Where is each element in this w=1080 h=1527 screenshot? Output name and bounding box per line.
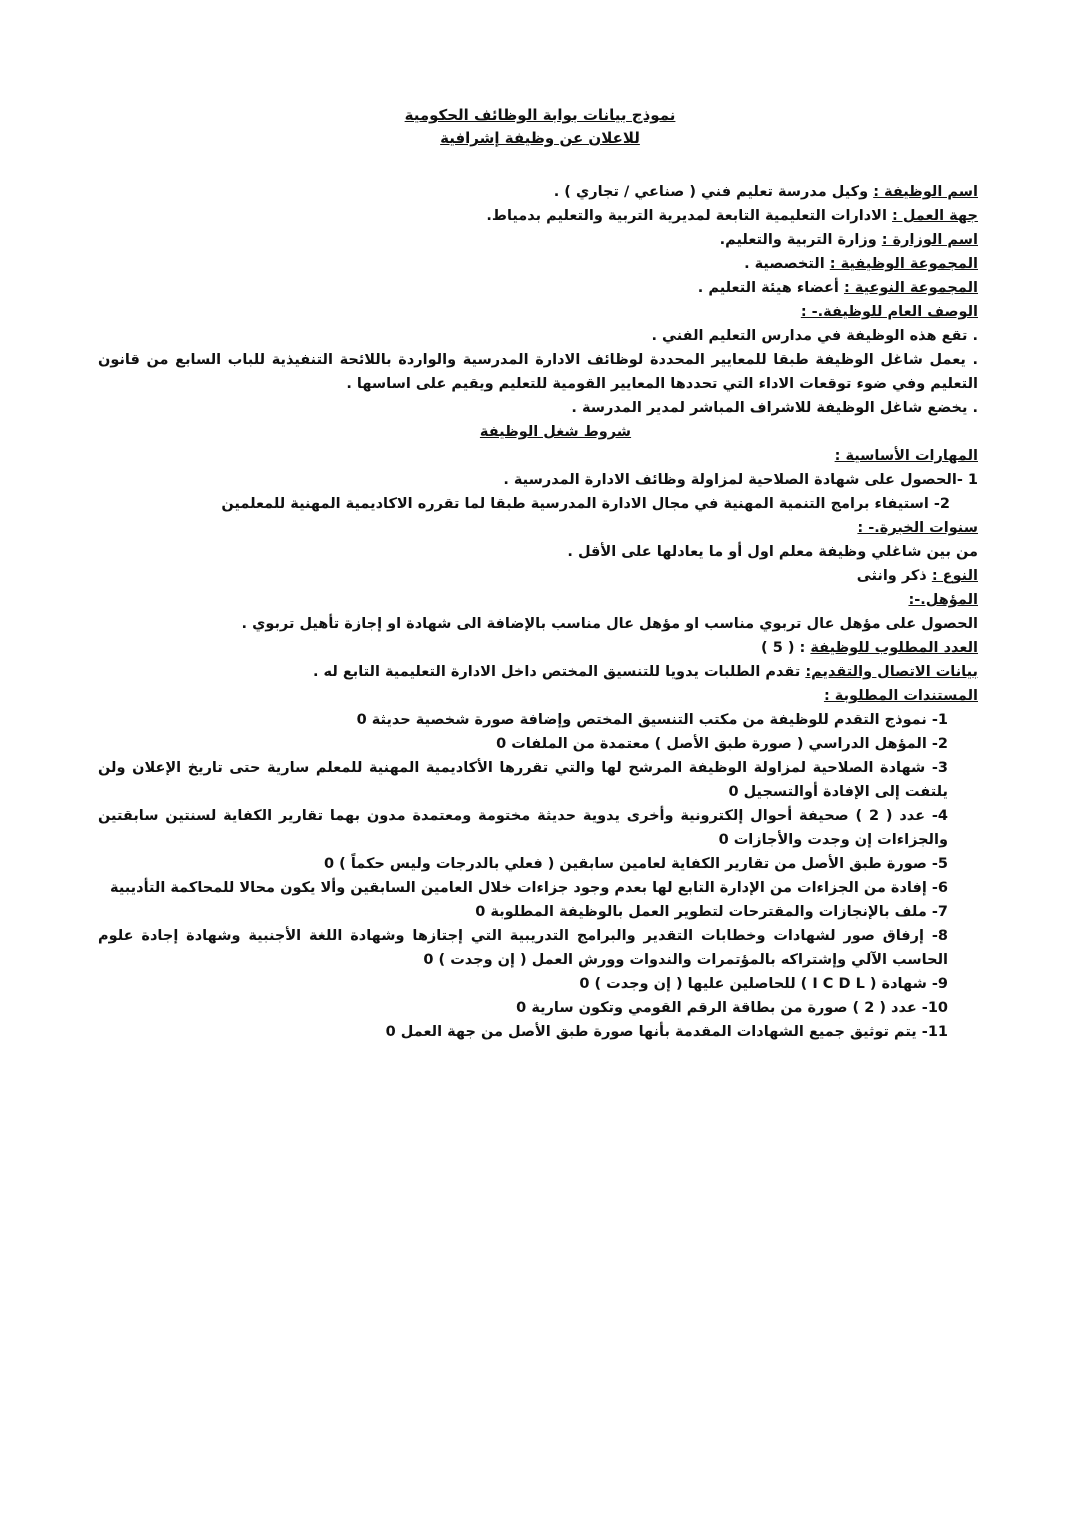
quality-group-value: أعضاء هيئة التعليم . bbox=[697, 280, 839, 296]
skills-label: المهارات الأساسية : bbox=[834, 448, 978, 464]
document-item-2: 2- المؤهل الدراسي ( صورة طبق الأصل ) معتمدة من الملفات 0 bbox=[496, 736, 948, 752]
experience-heading bbox=[98, 516, 978, 540]
job-description-heading bbox=[98, 300, 978, 324]
document-item-8: 8- إرفاق صور لشهادات وخطابات التقدير والبرامج التدريبية التي إجتازها وشهادة اللغة الأجنبية وشهادة إجادة علوم الحاسب الآلي وإشتراكه بالمؤتمرات والندوات وورش العمل ( إن وجدت ) 0 bbox=[98, 928, 948, 968]
qualification-heading bbox=[98, 588, 978, 612]
document-subtitle: للاعلان عن وظيفة إشرافية bbox=[440, 129, 640, 147]
job-description-2: . يعمل شاغل الوظيفة طبقا للمعايير المحددة لوظائف الادارة المدرسية والواردة باللائحة التنفيذية للباب السابع من قانون التعليم وفي ضوء توقعات الاداء التي تحددها المعايير القومية للتعليم ويقيم على اساسها . bbox=[98, 352, 978, 392]
experience-label: سنوات الخبرة.- : bbox=[857, 520, 978, 536]
workplace-label: جهة العمل : bbox=[892, 208, 978, 224]
skill-item-1: 1 -الحصول على شهادة الصلاحية لمزاولة وظائف الادارة المدرسية . bbox=[503, 472, 978, 488]
document-item-5: 5- صورة طبق الأصل من تقارير الكفاية لعامين سابقين ( فعلي بالدرجات وليس حكماً ) 0 bbox=[324, 856, 948, 872]
job-name-label: اسم الوظيفة : bbox=[873, 184, 978, 200]
document-title: نموذج بيانات بوابة الوظائف الحكومية bbox=[404, 106, 676, 124]
quality-group-line bbox=[98, 276, 978, 300]
qualification-label: المؤهل.-: bbox=[908, 592, 978, 608]
job-name-line bbox=[98, 180, 978, 204]
ministry-value: وزارة التربية والتعليم. bbox=[719, 232, 877, 248]
contact-value: تقدم الطلبات يدويا للتنسيق المختص داخل الادارة التعليمية التابع له . bbox=[313, 664, 801, 680]
gender-value: ذكر وانثى bbox=[856, 568, 927, 584]
job-description-label: الوصف العام للوظيفة.- : bbox=[800, 304, 978, 320]
document-item-4: 4- عدد ( 2 ) صحيفة أحوال إلكترونية وأخرى يدوية حديثة مختومة ومعتمدة مدون بهما تقارير الكفاية لسنتين سابقتين والجزاءات إن وجدت والأجازات 0 bbox=[98, 808, 948, 848]
ministry-label: اسم الوزارة : bbox=[881, 232, 978, 248]
document-body bbox=[98, 180, 978, 1044]
document-item-7: 7- ملف بالإنجازات والمقترحات لتطوير العمل بالوظيفة المطلوبة 0 bbox=[475, 904, 948, 920]
documents-heading bbox=[98, 684, 978, 708]
document-item-10: 10- عدد ( 2 ) صورة من بطاقة الرقم القومي وتكون سارية 0 bbox=[516, 1000, 948, 1016]
document-item-1: 1- نموذج التقدم للوظيفة من مكتب التنسيق المختص وإضافة صورة شخصية حديثة 0 bbox=[356, 712, 948, 728]
gender-label: النوع : bbox=[931, 568, 978, 584]
quality-group-label: المجموعة النوعية : bbox=[843, 280, 978, 296]
count-line bbox=[98, 636, 978, 660]
contact-line bbox=[98, 660, 978, 684]
job-group-label: المجموعة الوظيفية : bbox=[829, 256, 978, 272]
job-group-value: التخصصية . bbox=[744, 256, 825, 272]
gender-line bbox=[98, 564, 978, 588]
count-value: : ( 5 ) bbox=[761, 640, 806, 656]
job-description-3: . يخضع شاغل الوظيفة للاشراف المباشر لمدير المدرسة . bbox=[571, 400, 978, 416]
document-item-9: 9- شهادة ( I C D L ) للحاصلين عليها ( إن وجدت ) 0 bbox=[579, 976, 948, 992]
conditions-heading-text: شروط شغل الوظيفة bbox=[479, 424, 632, 440]
ministry-line bbox=[98, 228, 978, 252]
contact-label: بيانات الاتصال والتقديم: bbox=[805, 664, 978, 680]
skill-item-2: 2- استيفاء برامج التنمية المهنية في مجال الادارة المدرسية طبقا لما تقرره الاكاديمية المهنية للمعلمين bbox=[221, 496, 950, 512]
conditions-heading bbox=[98, 420, 978, 444]
document-item-11: 11- يتم توثيق جميع الشهادات المقدمة بأنها صورة طبق الأصل من جهة العمل 0 bbox=[385, 1024, 948, 1040]
workplace-line bbox=[98, 204, 978, 228]
workplace-value: الادارات التعليمية التابعة لمديرية التربية والتعليم بدمياط. bbox=[486, 208, 887, 224]
document-header bbox=[0, 104, 1080, 150]
document-item-3: 3- شهادة الصلاحية لمزاولة الوظيفة المرشح لها والتي تقررها الأكاديمية المهنية للمعلم سارية حتى تاريخ الإعلان ولن يلتفت إلى الإفادة أوالتسجيل 0 bbox=[98, 760, 948, 800]
count-label: العدد المطلوب للوظيفة bbox=[810, 640, 978, 656]
job-description-1: . تقع هذه الوظيفة في مدارس التعليم الفني . bbox=[651, 328, 978, 344]
document-item-6: 6- إفادة من الجزاءات من الإدارة التابع لها بعدم وجود جزاءات خلال العامين السابقين وألا يكون محالا للمحاكمة التأديبية bbox=[110, 880, 948, 896]
documents-label: المستندات المطلوبة : bbox=[823, 688, 978, 704]
skills-heading bbox=[98, 444, 978, 468]
qualification-value: الحصول على مؤهل عال تربوي مناسب او مؤهل عال مناسب بالإضافة الى شهادة او إجازة تأهيل تربوي . bbox=[241, 616, 978, 632]
job-name-value: وكيل مدرسة تعليم فني ( صناعي / تجاري ) . bbox=[553, 184, 869, 200]
experience-value: من بين شاغلي وظيفة معلم اول أو ما يعادلها على الأقل . bbox=[567, 544, 978, 560]
job-group-line bbox=[98, 252, 978, 276]
